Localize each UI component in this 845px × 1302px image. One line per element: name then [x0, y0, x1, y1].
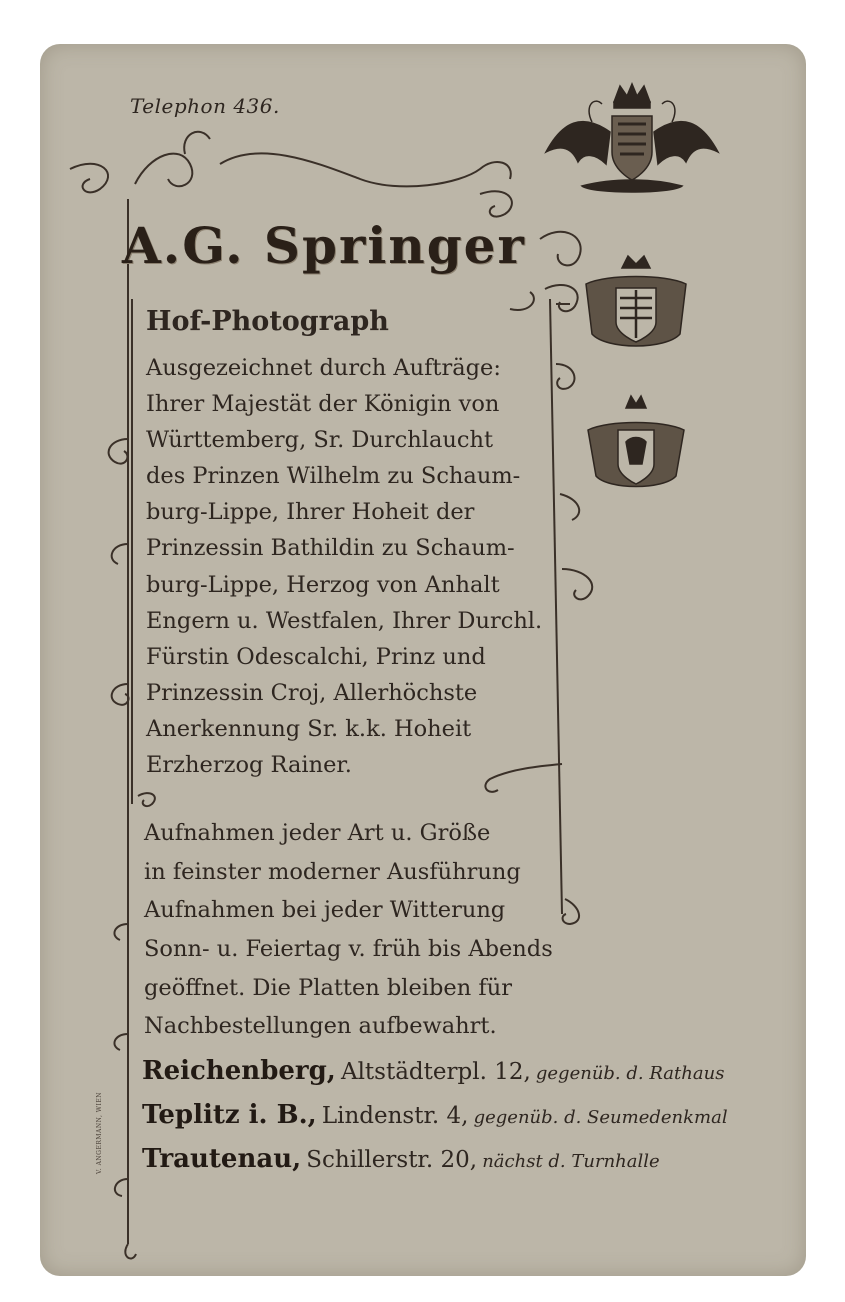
- studio-locations: [142, 1051, 802, 1183]
- services-line: Aufnahmen bei jeder Witterung: [144, 897, 506, 924]
- location-city: Teplitz i. B.,: [142, 1100, 317, 1130]
- royal-coat-of-arms-icon: [532, 82, 732, 212]
- honours-line: burg-Lippe, Ihrer Hoheit der: [146, 499, 475, 526]
- location-note: gegenüb. d. Rathaus: [535, 1063, 725, 1084]
- honours-line: Württemberg, Sr. Durchlaucht: [146, 427, 493, 454]
- coat-of-arms-icon: [576, 254, 696, 364]
- coat-of-arms-icon: [576, 394, 696, 504]
- honours-line: burg-Lippe, Herzog von Anhalt: [146, 571, 500, 598]
- cabinet-card-back: [40, 44, 806, 1276]
- location-row: [142, 1139, 802, 1183]
- honours-text: [146, 350, 586, 783]
- services-line: geöffnet. Die Platten bleiben für: [144, 974, 512, 1001]
- services-line: Nachbestellungen aufbewahrt.: [144, 1013, 497, 1040]
- location-row: [142, 1095, 802, 1139]
- location-row: [142, 1051, 802, 1095]
- location-city: Reichenberg,: [142, 1056, 336, 1086]
- studio-subtitle: Hof-Photograph: [146, 306, 389, 337]
- honours-line: Prinzessin Bathildin zu Schaum-: [146, 535, 515, 562]
- honours-line: Anerkennung Sr. k.k. Hoheit: [146, 715, 472, 742]
- location-address: Schillerstr. 20,: [306, 1147, 478, 1173]
- studio-name: A.G. Springer: [122, 216, 526, 275]
- honours-line: Ihrer Majestät der Königin von: [146, 391, 500, 418]
- honours-line: Prinzessin Croj, Allerhöchste: [146, 679, 478, 706]
- location-city: Trautenau,: [142, 1144, 302, 1174]
- printer-mark: V. ANGERMANN, WIEN: [96, 1092, 103, 1174]
- location-address: Altstädterpl. 12,: [340, 1059, 531, 1085]
- services-text: [144, 814, 584, 1046]
- services-line: Aufnahmen jeder Art u. Größe: [144, 820, 491, 846]
- location-address: Lindenstr. 4,: [321, 1103, 469, 1129]
- honours-line: des Prinzen Wilhelm zu Schaum-: [146, 463, 521, 490]
- telephone-number: Telephon 436.: [130, 94, 280, 118]
- services-line: in feinster moderner Ausführung: [144, 858, 521, 885]
- location-note: nächst d. Turnhalle: [482, 1151, 660, 1172]
- location-note: gegenüb. d. Seumedenkmal: [473, 1107, 728, 1128]
- services-line: Sonn- u. Feiertag v. früh bis Abends: [144, 936, 553, 963]
- honours-line: Engern u. Westfalen, Ihrer Durchl.: [146, 607, 543, 634]
- honours-line: Fürstin Odescalchi, Prinz und: [146, 643, 486, 670]
- honours-line: Erzherzog Rainer.: [146, 752, 352, 779]
- honours-line: Ausgezeichnet durch Aufträge:: [146, 355, 501, 381]
